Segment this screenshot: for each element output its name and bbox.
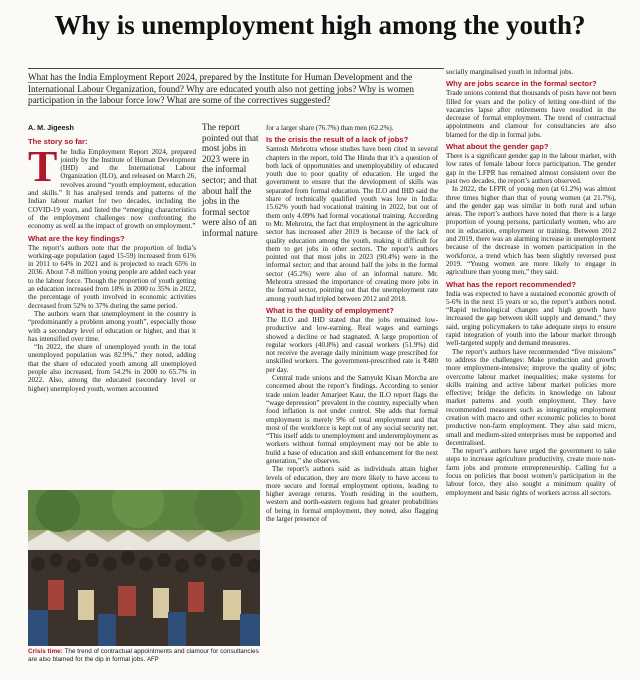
photo-credit: AFP [147,656,159,663]
intro-paragraph: he India Employment Report 2024, prepared jointly by the Institute of Human Development (IHD) and the International Labour Organization (ILO), and released on March 26, revolves around “youth employment, education and skills.” It has analysed trends and patterns of the Indian labour market for two decades, including the COVID-19 years, and listed the “emerging characteristics of the employment challenges now confronting the economy as well as the impact of growth on employment.” [28,147,196,231]
paragraph: for a larger share (76.7%) than men (62.2%). [266,124,394,132]
photo-caption [28,648,260,664]
crowd-photo [28,490,260,646]
heading-recommendations: What has the report recommended? [446,279,576,289]
paragraph: The report’s authors have urged the government to take steps to increase agriculture productivity, create more non-farm jobs and promote entrepreneurship. Calling for a focus on policies that boost women’s participation in the labour force, they also sought a minimum quality of employment and basic rights of workers across all sectors. [446,447,616,497]
paragraph: The report’s authors said as individuals attain higher levels of education, they are more likely to have access to more secure and formal employment options, leading to higher average returns. Youth residing in the southern, western and north-eastern regions had greater probabilities of being in formal employment, they noted, also flagging the larger presence of [266,465,438,524]
column-3 [446,68,616,497]
heading-key-findings: What are the key findings? [28,233,125,243]
paragraph: The report’s authors have recommended “five missions” to address the challenges: Make production and growth more employment-intensive; improve the quality of jobs; overcome labour market inequalities; make systems for skills training and active labour market policies more effective; bridge the deficits in knowledge on labour market patterns and youth employment. They have recommended measures such as integrating employment creation with macro and other economic policies to boost productive non-farm employment. They also said micro, small and medium-sized enterprises must be supported and decentralised. [446,347,616,447]
paragraph: Trade unions contend that thousands of posts have not been filled for years and the policy of letting one-third of the vacancies lapse after retirements have resulted in the decrease of formal employment. The trend of contractual appointments and clamour for consultancies are also blamed for the dip in formal jobs. [446,89,616,139]
paragraph: In 2022, the LFPR of young men (at 61.2%) was almost three times higher than that of young women (at 21.7%), and the gender gap was similar in both rural and urban areas. The report’s authors have noted that there is a large proportion of young persons, particularly women, who are not in education, employment or training. Between 2012 and 2019, there was an alarming increase in unemployment because of the decrease in women participation in the workforce, a trend which has been slightly reversed post 2019. “Young women are more likely to engage in agriculture than young men,” they said. [446,185,616,277]
column-1 [28,124,196,393]
paragraph: India was expected to have a sustained economic growth of 5-6% in the next 15 years or so, the report’s authors noted. “Rapid technological changes and high growth have increased the gap between skill supply and demand,” they said, urging policymakers to take adequate steps to ensure rapid integration of youth into the labour market through well-targeted supply and demand measures. [446,289,616,348]
paragraph: Central trade unions and the Samyukt Kisan Morcha are concerned about the report’s findings. According to senior trade union leader Amarjeet Kaur, the ILO report flags the “wage depression” prevalent in the country, especially when food inflation is not under control. She adds that formal employment is merely 9% of total employment and that most of the workforce is kept out of any social security net. “This itself adds to unemployment and underemployment as workers without formal employment may not be able to build a base of education and skill enhancement for the next generation,” she observes. [266,374,438,465]
dropcap: T [28,141,58,191]
heading-lack-of-jobs: Is the crisis the result of a lack of jobs? [266,135,409,145]
column-2 [266,124,438,523]
standfirst [28,68,444,120]
standfirst-text: What has the India Employment Report 2024, prepared by the Institute for Human Development and the International Labour Organization, found? Why are educated youth also not getting jobs? Why is women participation in the labour force low? What are some of the correctives suggested? [28,72,415,106]
page-title: Why is unemployment high among the youth? [54,10,586,40]
byline: A. M. Jigeesh [28,123,74,132]
paragraph: socially marginalised youth in informal jobs. [446,68,574,76]
crowd-illustration [28,490,260,646]
paragraph: The ILO and IHD stated that the jobs remained low-productive and low-earning. Real wages and earnings showed a decline or had stagnated. A large proportion of regular workers (40.8%) and casual workers (51.9%) did not receive the average daily minimum wage prescribed for unskilled workers. The government-prescribed rate is ₹480 per day. [266,315,438,374]
paragraph: There is a significant gender gap in the labour market, with low rates of female labour force participation. The gender gap in the LFPR has remained almost consistent over the past two decades, the report’s authors observed. [446,152,616,185]
paragraph: “In 2022, the share of unemployed youth in the total unemployed population was 82.9%,” they noted, adding that the share of educated youth among all unemployed people also increased, from 54.2% in 2000 to 65.7% in 2022. Also, among the educated (secondary level or higher) unemployed youth, women accounted [28,343,196,393]
paragraph: The authors warn that unemployment in the country is “predominantly a problem among youth”, especially those with a secondary level of education or higher, and that it has intensified over time. [28,309,196,343]
paragraph: Santosh Mehrotra whose studies have been cited in several chapters in the report, told The Hindu that it’s a question of both lack of opportunities and unemployability of educated youth due to poor quality of education. He urged the government to ensure that the development of skills was separated from formal education. The ILO and IHD said the share of technically qualified youth was low in India: 15.62% youth had vocational training in 2022, but out of them only 4.09% had formal vocational training. According to Mr. Mehrotra, the fact that employment in the agriculture sector has increased after 2019 is because of the lack of quality education among the youth, making it difficult for them to get jobs in other sectors. The report’s authors pointed out that most jobs in 2023 (90.4%) were in the informal sector; and that around half the jobs in the formal sector (45.2%) were also of an informal nature. Mr. Mehrotra stressed the importance of creating more jobs in the formal sector, pointing out that the unemployment rate among youth had tripled between 2012 and 2018. [266,145,438,303]
heading-jobs-scarce: Why are jobs scarce in the formal sector? [446,79,597,89]
heading-quality-employment: What is the quality of employment? [266,305,394,315]
story-so-far-label: The story so far: [28,137,88,147]
heading-gender-gap: What about the gender gap? [446,142,549,152]
caption-label: Crisis time: [28,648,63,655]
caption-text: The trend of contractual appointments and clamour for consultancies are also blamed for the dip in formal jobs. [28,648,259,663]
pull-quote: The report pointed out that most jobs in 2023 were in the informal sector; and that about half the jobs in the formal sector were also of an informal nature [202,122,259,238]
paragraph: The report’s authors note that the proportion of India’s working-age population (aged 15-59) increased from 61% in 2011 to 64% in 2021 and is projected to reach 65% in 2036. About 7-8 million young people are added each year to the labour force. Though the proportion of youth getting an education increased from 18% in 2000 to 35% in 2022, the percentage of youth involved in economic activities decreased from 52% to 37% during the same period. [28,243,196,310]
